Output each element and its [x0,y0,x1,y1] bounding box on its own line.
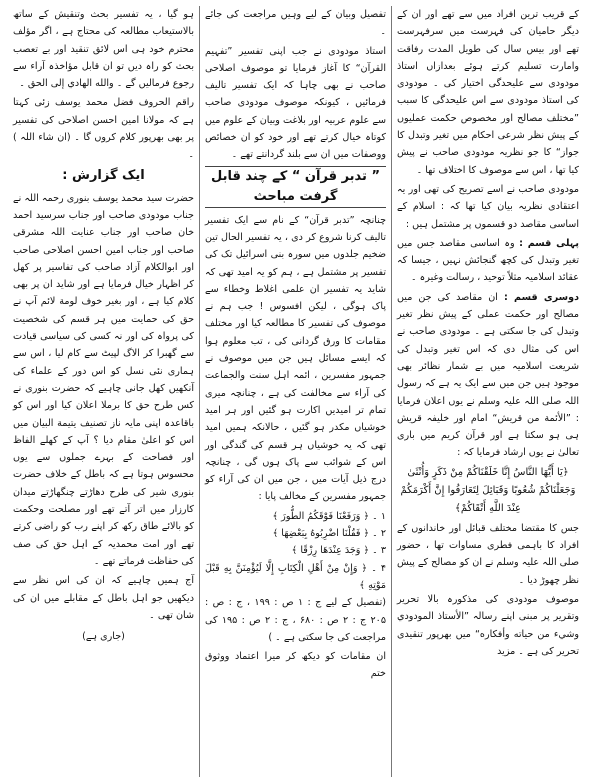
paragraph: جس کا مقتضا مختلف قبائل اور خاندانوں کے افراد کا باہمی فطری مساوات تھا ، حضور صلی اللہ علیہ وسلم نے ان کو مصالح کے پیش نظر چھوڑ دیا ۔ [397,522,579,586]
column-right [392,6,584,777]
paragraph [397,289,579,462]
paragraph [397,235,579,287]
paragraph: آج ہمیں چاہیے کہ ان کی اس نظر سے دیکھیں جو اہل باطل کے مقابلے میں ان کی شان تھی ۔ [13,575,194,621]
section-heading: ایک گزارش : [62,167,145,183]
column-left [8,6,200,777]
paragraph-lead: پہلی قسم : [519,237,579,249]
continued-note: (جاری ہے) [82,631,125,643]
paragraph-body: وہ اساسی مقاصد جس میں تغیر وتبدل کی کچھ گنجائش نہیں ، جیسا کہ عقائد اسلامیہ مثلاً توحید ، رسالت وغیرہ ۔ [397,237,579,284]
section-heading: ” تدبر قرآن “ کے چند قابل گرفت مباحث [205,166,386,208]
column-middle [200,6,392,777]
paragraph: استاذ مودودی نے جب اپنی تفسیر ”تفہیم القرآن“ کا آغاز فرمایا تو موصوف اصلاحی صاحب نے بھی چاہا کہ ایک تفسیر تالیف فرمائیں ، کیونکہ موصوف مودودی صاحب سے علوم عربیہ اور بلاغت وبیان کے علوم میں کوتاہ خیال کرتے تھے اور خود کو ان خصائص ووصفات میں ان سے بلند گردانتے تھے ۔ [205,45,386,161]
paragraph: تفصیل وبیان کے لیے وہیں مراجعت کی جائے ۔ [205,9,386,38]
verse-list-item: ۱ ۔ ﴿ وَرَفَعْنَا فَوْقَكُمُ الطُّورَ ﴾ [272,510,386,522]
verse-list-item: ۲ ۔ ﴿ فَقُلْنَا اضْرِبُوهُ بِبَعْضِهَا ﴾ [272,528,386,540]
verse-list-item: ۴ ۔ ﴿ وَإِنْ مِنْ أَهْلِ الْكِتَابِ إِلَّا لَيُؤْمِنَنَّ بِهِ قَبْلَ مَوْتِهِ ﴾ [205,562,386,591]
paragraph: چنانچہ ”تدبر قرآن“ کے نام سے ایک تفسیر تالیف کرنا شروع کر دی ، یہ تفسیر الحال تین ضخیم جلدوں میں سورہ بنی اسرائیل تک کی تفسیر پر مشتمل ہے ، ہم کو یہ امید تھی کہ شاید یہ تفسیر ان علمی اغلاط وخطاء سے پاک ہوگی ، لیکن افسوس ! جب ہم نے موصوف کی تفسیر کا مطالعہ کیا اور مختلف مقامات کا ورق گردانی کی ، تب معلوم ہوا کہ ایسے مسائل ہیں جن میں موصوف نے جمہور مفسرین ، ائمہ اہل سنت والجماعت کی آراء سے مخالفت کی ہے ، چنانچہ میری تمام تر امیدیں اکارت ہو گئیں اور ہر امید خوشیاں مکدر ہو گئیں ، حالانکہ ہمیں امید تھی کہ یہ خوشیاں ہر قسم کی گندگی اور اس کے شوائب سے پاک ہوں گی ، چنانچہ درج ذیل آیات میں ، جن میں ان کی آراء کو جمہور مفسرین کے مخالف پایا : [205,214,386,503]
paragraph: مودودی صاحب نے اسے تصریح کی تھی اور یہ اعتقادی نظریہ بیان کیا تھا کہ : اسلام کے اساسی مقاصد دو قسموں پر مشتمل ہیں : [397,183,579,230]
paragraph: راقم الحروف فضل محمد یوسف زئی کہتا ہے کہ مولانا امین احسن اصلاحی کی تفسیر پر بھی بھرپور کلام کروں گا ۔ (ان شاء اللہ ) ۔ [13,97,194,161]
paragraph: ہو گیا ، یہ تفسیر بحث وتنقیش کے ساتھ بالاستیعاب مطالعہ کی محتاج ہے ، اگر مؤلف محترم خود ہی اس لائق تنقید اور بے تعصب بحث کو راہ دیں تو ان قابل مؤاخذہ آراء سے رجوع فرمالیں گے ۔ والله الهادي إلى الحق ۔ [13,9,194,90]
quran-verse: ﴿يَا أَيُّهَا النَّاسُ إِنَّا خَلَقْنَاكُمْ مِنْ ذَكَرٍ وَأُنْثَىٰ وَجَعَلْنَاكُمْ شُعُوبًا وَقَبَائِلَ لِتَعَارَفُوا إِنَّ أَكْرَمَكُمْ عِنْدَ اللَّهِ أَتْقَاكُمْ﴾ [400,466,576,514]
paragraph: کے قریب ترین افراد میں سے تھے اور ان کے دیگر حامیان کی فہرست میں سرفہرست تھے اور بیس سال کی طویل المدت رفاقت وامارت تسلیم کرتے ہوئے بعدازاں استاذ مودودی سے علیحدگی اختیار کی ۔ مودودی کی استاذ مودودی سے اس علیحدگی کا سبب ”مختلف مصالح اور مخصوص حکمت عملیوں کے پیش نظر شرعی احکام میں تغیر وتبدل کا جواز“ کا جو نظریہ مودودی صاحب نے پیش کیا تھا ، اس سے موصوف کا اختلاف تھا ۔ [397,9,579,176]
paragraph: موصوف مودودی کی مذکورہ بالا تحریر وتقریر پر مبنی اپنے رسالہ ”الأستاذ المودودي وشيء من حياته وأفكاره“ میں بھرپور تنقیدی تحریر کی ہے ۔ مزید [397,593,579,657]
verse-list-item: ۳ ۔ ﴿ وَجَدَ عِنْدَهَا رِزْقًا ﴾ [291,545,386,557]
paragraph: حضرت سید محمد یوسف بنوری رحمہ اللہ نے جناب مودودی صاحب اور جناب سرسید احمد خان صاحب اور جناب عنایت اللہ مشرقی صاحب اور جناب امین احسن اصلاحی صاحب اور ابوالکلام آزاد صاحب کی تفاسیر پر کھل کر اظہار خیال فرمایا ہے اور شاید ان پر بھی کلام کیا ہے ، اور بغیر خوف لومة لائم آپ نے حق کی حمایت میں ہر قسم کی شخصیت کی پرواہ کی اور نہ کسی کی سیاسی قیادت سے گھبرا کر الاگ لپیٹ سے کام لیا ، اس سے ہماری نئی نسل کو اس دور کے علماء کی آنکھیں کھل جانی چاہیے کہ حضرت بنوری نے کس طرح حق کا برملا اعلان کیا اور اس کو باقاعدہ اپنی مایہ ناز تصنیف یتیمة البیان میں اس کو اعلیٰ مقام دیا ؟ آپ کے کھلے الفاظ اور فصاحت کے بہرے جملوں سے یوں محسوس ہوتا ہے کہ باطل کے خلاف حضرت بنوری شیر کی طرح دھاڑتے چنگھاڑتے میدان کارزار میں اتر آتے تھے اور مصلحت وحکمت کو بالائے طاق رکھ کر اپنے رب کو راضی کرتے تھے اور امت محمدیہ کے اہل حق کی صف کی حفاظت فرماتے تھے ۔ [13,192,194,567]
paragraph: ان مقامات کو دیکھ کر میرا اعتماد ووثوق ختم [205,651,386,680]
paragraph-body: ان مقاصد کی جن میں مصالح اور حکمت عملی کے پیش نظر تغیر وتبدل کی جا سکتی ہے ۔ مودودی صاحب نے اس کی مثال دی کہ اس تغیر وتبدل کی شریعت اسلامیہ میں بے شمار نظائر بھی موجود ہیں جن میں سے ایک یہ ہے کہ رسول اللہ صلی اللہ علیہ وسلم نے یوں اعلان فرمایا : ”الأئمة من قريش“ امام اور خلیفہ قریش ہی ہو سکتا ہے اور قرآن کریم میں باری تعالیٰ نے یوں ارشاد فرمایا کہ : [397,291,579,459]
paragraph-lead: دوسری قسم : [503,291,579,303]
paragraph: (تفصیل کے لیے ج : ۱ ص : ۱۹۹ ، ج : ص : ۲۰۵ ج : ۲ ص : ۶۸۰ ، ج : ۲ ص : ۱۹۵ کی مراجعت کی جا سکتی ہے ۔ ) [205,597,386,643]
